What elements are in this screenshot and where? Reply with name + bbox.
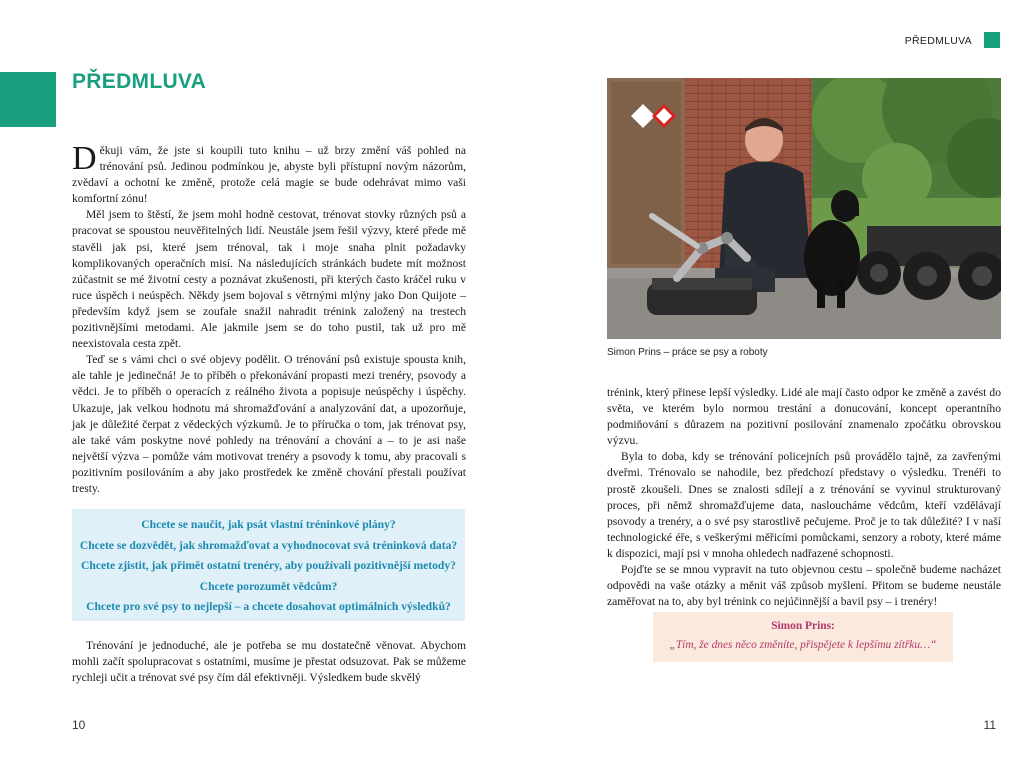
callout-item: Chcete zjistit, jak přimět ostatní trenéry, aby používali pozitivnější metody?	[81, 559, 456, 572]
chapter-title: PŘEDMLUVA	[72, 70, 207, 93]
right-page	[512, 0, 1024, 768]
body-paragraph: Děkuji vám, že jste si koupili tuto knihu – už brzy změní váš pohled na trénování psů. Jedinou podmínkou je, abyste byli přístupní novým názorům, zvědaví a ochotní ke změně, protože celá magie se bude odehrávat mimo vaši komfortní zónu!	[72, 140, 466, 206]
body-paragraph: Teď se s vámi chci o své objevy podělit. O trénování psů existuje spousta knih, ale tahle je jedinečná! Je to příběh o překonávání propasti mezi trenéry, psovody a vědci. Je to příběh o operacích z reálného života a popisuje neúspěchy i úspěchy. Ukazuje, jak velkou hodnotu má shromažďování a analyzování dat, a upozorňuje, jak je důležité čerpat z vědeckých výzkumů. Je to příručka o tom, jak trénovat psy, ale také vám poskytne nové pohledy na trénování a chování a – to je asi naše největší výzva – pomůže vám motivovat trenéry a psovody k tomu, aby pracovali s pozitivním posilováním a aby jako prostředek ke změně chování přestali používat tresty.	[72, 353, 466, 495]
running-head: PŘEDMLUVA	[904, 35, 972, 47]
photo-man-dog-robots	[607, 78, 1001, 339]
quote-author: Simon Prins:	[771, 620, 835, 632]
quote-text: „Tím, že dnes něco změníte, přispějete k lepšímu zítřku…“	[669, 639, 937, 651]
body-paragraph: trénink, který přinese lepší výsledky. Lidé ale mají často odpor ke změně a zavést do světa, ve kterém bylo normou trestání a donucování, koncept operantního podmiňování s důrazem na pozitivní posilování znamenalo zpočátku obrovskou výzvu.	[607, 386, 1001, 448]
body-paragraph: Měl jsem to štěstí, že jsem mohl hodně cestovat, trénovat stovky různých psů a pracovat se spoustou neuvěřitelných lidí. Neustále jsem řešil výzvy, které přede mě stavěli jak psi, které jsem trénoval, tak i moje snaha plnit požadavky komplikovaných operačních misí. Na následujících stránkách budete mít možnost zúčastnit se mé životní cesty a poznávat zkušenosti, při kterých často kráčel ruku v ruce úspěch i neúspěch. Někdy jsem bojoval s větrnými mlýny jako Don Quijote – především když jsem se zoufale snažil nahradit trénink založený na trestech pozitivnějšími metodami. Ale jakmile jsem se do toho pustil, tak už pro mě neexistovala cesta zpět.	[72, 208, 466, 351]
photo-illustration	[607, 78, 1001, 339]
callout-item: Chcete se dozvědět, jak shromažďovat a vyhodnocovat svá tréninková data?	[79, 538, 458, 552]
page-number-left: 10	[72, 718, 86, 732]
drop-cap: D	[72, 140, 97, 177]
callout-item: Chcete porozumět vědcům?	[199, 579, 338, 593]
quote-box	[653, 612, 953, 662]
callout-item: Chcete se naučit, jak psát vlastní tréninkové plány?	[141, 518, 396, 531]
running-head-marker	[984, 32, 1000, 48]
body-paragraph: Pojďte se se mnou vypravit na tuto objevnou cestu – společně budeme nacházet odpovědi na vaše otázky a měnit váš způsob myšlení. Přitom se budeme neustále zaměřovat na to, aby byl trénink co nejúčinnější a bavil psy – i trenéry!	[607, 563, 1001, 609]
left-body-text	[72, 140, 466, 497]
page-number-right: 11	[983, 718, 996, 732]
left-body-text-continued	[72, 638, 466, 686]
questions-callout	[72, 509, 465, 621]
right-body-text	[607, 385, 1001, 610]
body-paragraph: Byla to doba, kdy se trénování policejních psů provádělo tajně, za zavřenými dveřmi. Trénovalo se nahodile, bez předchozí představy o výsledku. Trenéři to prostě zkoušeli. Dnes se znalosti sdílejí a z trénování se vyvinul strukturovaný proces, při němž shromažďujeme data, nasloucháme vědcům, kteří vzdělávají psovody a trenéry, a o své psy starostlivě pečujeme. Proč je to tak důležité? I v naší technologické éře, s veškerými měřicími pomůckami, senzory a roboty, které máme k dispozici, mají psi v mnoha ohledech nadřazené schopnosti.	[607, 450, 1001, 560]
callout-item: Chcete pro své psy to nejlepší – a chcete dosahovat optimálních výsledků?	[86, 600, 451, 613]
chapter-marker-block	[0, 72, 56, 127]
body-paragraph: Trénování je jednoduché, ale je potřeba se mu dostatečně věnovat. Abychom mohli začít spolupracovat s ostatními, musíme je přestat odsuzovat. Pak se můžeme rychleji učit a trénovat své psy čím dál efektivněji. Výsledkem bude skvělý	[72, 639, 466, 685]
photo-caption: Simon Prins – práce se psy a roboty	[607, 347, 768, 358]
